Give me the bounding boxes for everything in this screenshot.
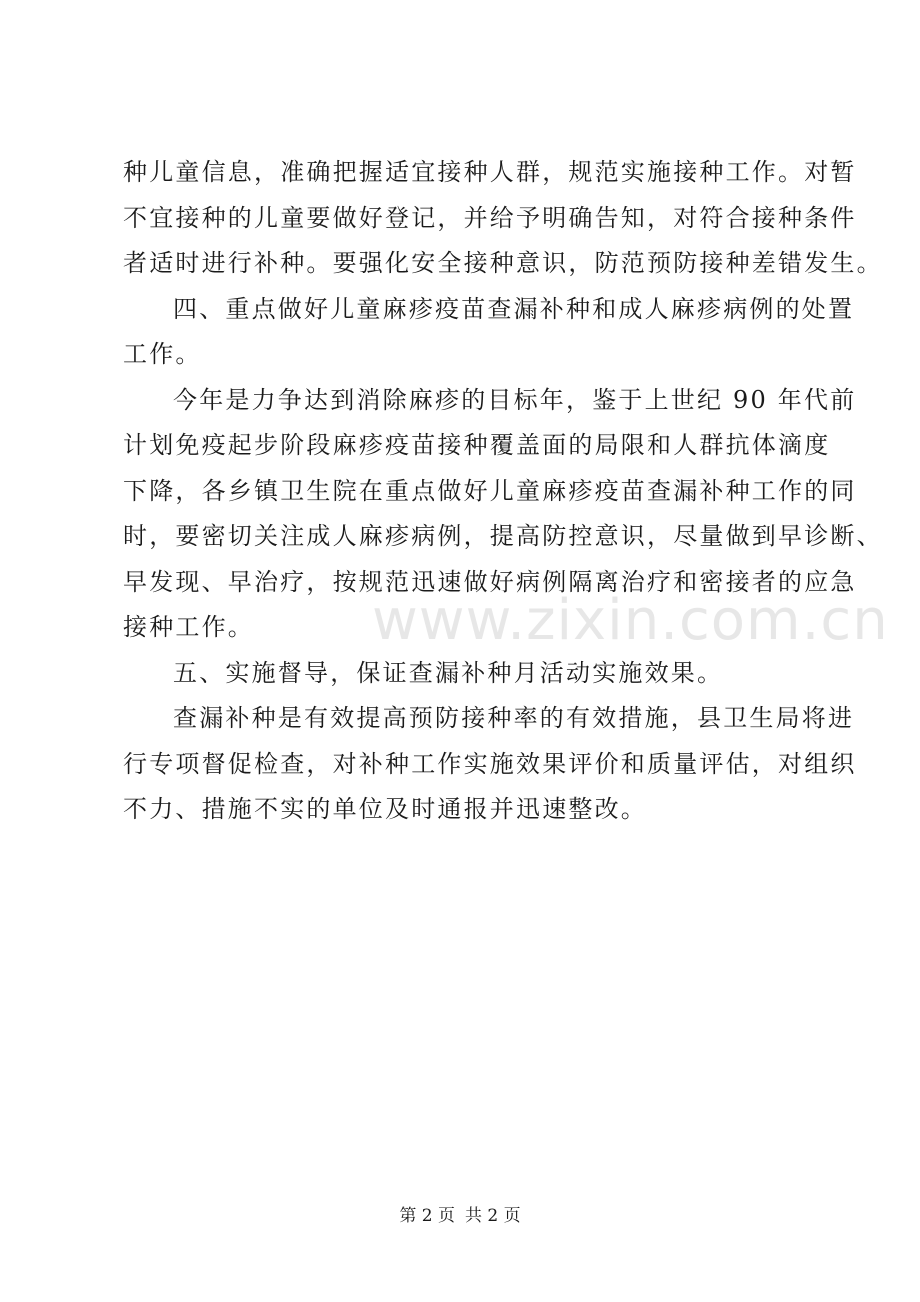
paragraph-continued xyxy=(123,150,883,287)
page-footer xyxy=(0,1201,920,1226)
text-line: 今年是力争达到消除麻疹的目标年，鉴于上世纪 90 年代前 xyxy=(173,385,857,414)
text-line: 行专项督促检查，对补种工作实施效果评价和质量评估，对组织 xyxy=(123,749,857,778)
text-line: 种儿童信息，准确把握适宜接种人群，规范实施接种工作。对暂 xyxy=(123,158,857,186)
text-line: 计划免疫起步阶段麻疹疫苗接种覆盖面的局限和人群抗体滴度 xyxy=(123,431,831,459)
text-line: 接种工作。 xyxy=(123,613,254,641)
page-total: 共 2 页 xyxy=(465,1206,521,1226)
text-line: 不宜接种的儿童要做好登记，并给予明确告知，对符合接种条件 xyxy=(123,203,857,232)
section-heading-4 xyxy=(123,287,855,378)
text-line: 四、重点做好儿童麻疹疫苗查漏补种和成人麻疹病例的处置 xyxy=(173,294,855,323)
paragraph-measles xyxy=(123,378,883,651)
text-line: 者适时进行补种。要强化安全接种意识，防范预防接种差错发生。 xyxy=(123,249,883,277)
text-line: 时，要密切关注成人麻疹病例，提高防控意识，尽量做到早诊断、 xyxy=(123,522,883,550)
document-body xyxy=(123,150,883,833)
text-line: 早发现、早治疗，按规范迅速做好病例隔离治疗和密接者的应急 xyxy=(123,567,857,596)
section-heading-5 xyxy=(123,651,803,697)
text-line: 下降，各乡镇卫生院在重点做好儿童麻疹疫苗查漏补种工作的同 xyxy=(123,476,857,505)
text-line: 五、实施督导，保证查漏补种月活动实施效果。 xyxy=(173,658,724,687)
text-line: 不力、措施不实的单位及时通报并迅速整改。 xyxy=(123,795,647,823)
text-line: 查漏补种是有效提高预防接种率的有效措施，县卫生局将进 xyxy=(173,704,855,732)
page-number: 第 2 页 xyxy=(399,1206,455,1226)
paragraph-supervision xyxy=(123,696,857,833)
watermark: www.zixin.com.cn xyxy=(372,588,889,653)
text-line: 工作。 xyxy=(123,340,202,368)
